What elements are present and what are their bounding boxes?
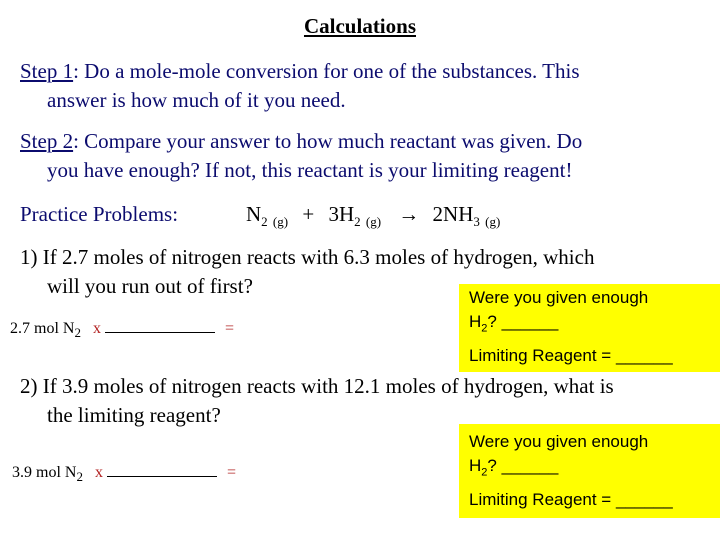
problem-1-hint-box: Were you given enough $H_2$? ______ Limiting Reagent = ______	[459, 284, 720, 372]
step-1-label: Step 1	[20, 59, 74, 83]
step-2-text: Step 2: Compare your answer to how much reactant was given. Do you have enough? If not, this reactant is your limiting reagent!	[20, 129, 583, 182]
problem-2-hint-box: Were you given enough $H_2$? ______ Limiting Reagent = ______	[459, 424, 720, 518]
step-1-text: Step 1: Do a mole-mole conversion for one of the substances. This answer is how much of it you need.	[20, 59, 580, 112]
page-title: Calculations	[303, 14, 416, 38]
step-2-label: Step 2	[20, 129, 74, 153]
answer-blank[interactable]	[107, 476, 217, 477]
problem-2-text: 2) If 3.9 moles of nitrogen reacts with 12.1 moles of hydrogen, what is the limiting reagent?	[20, 374, 614, 427]
problem-1-text: 1) If 2.7 moles of nitrogen reacts with 6.3 moles of hydrogen, which will you run out of first?	[20, 245, 595, 298]
answer-blank[interactable]	[105, 332, 215, 333]
problem-2-calculation: 3.9 mol $N_2$ x =	[12, 464, 236, 485]
problem-1-calculation: 2.7 mol $N_2$ x =	[10, 320, 234, 341]
chemical-equation: $N_2$ $_{(g)} + 3H_2$ $_{(g)} \to 2NH_3$ $_{(g)}$	[246, 202, 501, 230]
practice-problems-label: Practice Problems:	[20, 202, 179, 226]
arrow-icon: →	[398, 202, 420, 226]
